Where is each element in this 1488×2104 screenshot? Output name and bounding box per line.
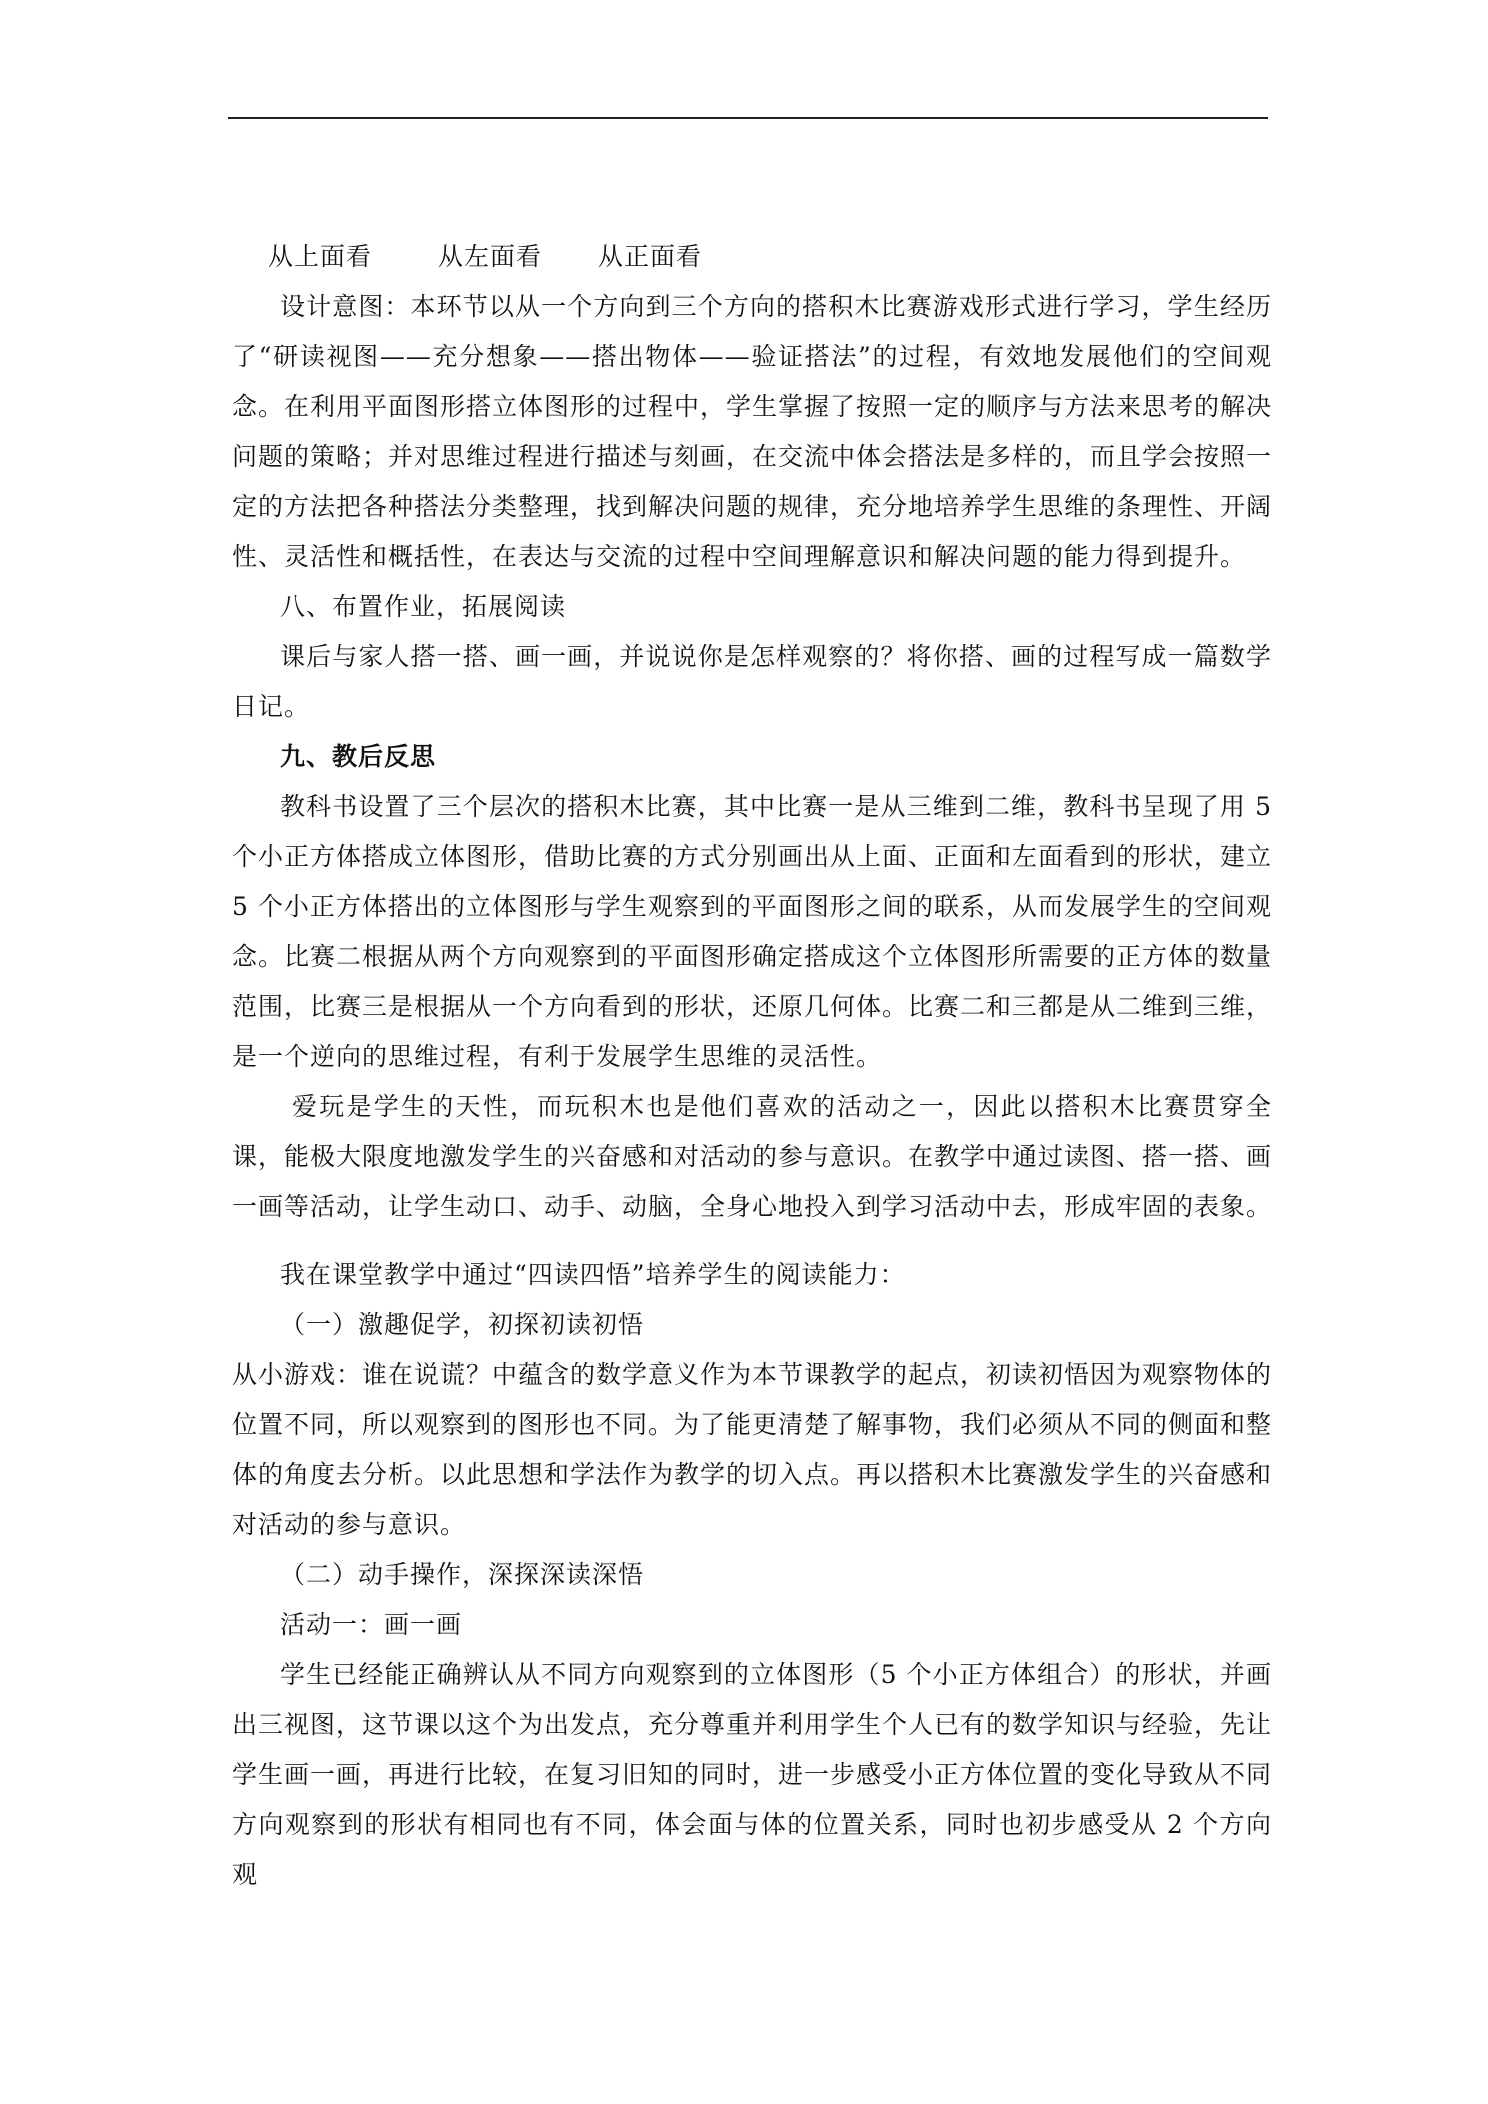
reflection-paragraph-2: 爱玩是学生的天性，而玩积木也是他们喜欢的活动之一，因此以搭积木比赛贯穿全课，能极大限度地激发学生的兴奋感和对活动的参与意识。在教学中通过读图、搭一搭、画一画等活动，让学生动口、动手、动脑，全身心地投入到学习活动中去，形成牢固的表象。 <box>232 1092 1273 1221</box>
section-9-heading: 九、教后反思 <box>280 742 437 771</box>
reading-intro-paragraph: 我在课堂教学中通过“四读四悟”培养学生的阅读能力： <box>280 1260 906 1289</box>
part-1-heading: （一）激趣促学，初探初读初悟 <box>280 1310 645 1339</box>
header-rule <box>228 117 1268 119</box>
view-label-left: 从左面看 <box>438 242 543 271</box>
part-1-body: 从小游戏：谁在说谎？中蕴含的数学意义作为本节课教学的起点，初读初悟因为观察物体的位置不同，所以观察到的图形也不同。为了能更清楚了解事物，我们必须从不同的侧面和整体的角度去分析。以此思想和学法作为教学的切入点。再以搭积木比赛激发学生的兴奋感和对活动的参与意识。 <box>232 1360 1273 1539</box>
reflection-paragraph-1: 教科书设置了三个层次的搭积木比赛，其中比赛一是从三维到二维，教科书呈现了用 5 个小正方体搭成立体图形，借助比赛的方式分别画出从上面、正面和左面看到的形状，建立 5 个小正方体搭出的立体图形与学生观察到的平面图形之间的联系，从而发展学生的空间观念。比赛二根据从两个方向观察到的平面图形确定搭成这个立体图形所需要的正方体的数量范围，比赛三是根据从一个方向看到的形状，还原几何体。比赛二和三都是从二维到三维，是一个逆向的思维过程，有利于发展学生思维的灵活性。 <box>232 792 1273 1071</box>
design-intent-paragraph: 设计意图：本环节以从一个方向到三个方向的搭积木比赛游戏形式进行学习，学生经历了“研读视图——充分想象——搭出物体——验证搭法”的过程，有效地发展他们的空间观念。在利用平面图形搭立体图形的过程中，学生掌握了按照一定的顺序与方法来思考的解决问题的策略；并对思维过程进行描述与刻画，在交流中体会搭法是多样的，而且学会按照一定的方法把各种搭法分类整理，找到解决问题的规律，充分地培养学生思维的条理性、开阔性、灵活性和概括性，在表达与交流的过程中空间理解意识和解决问题的能力得到提升。 <box>232 292 1273 571</box>
homework-paragraph: 课后与家人搭一搭、画一画，并说说你是怎样观察的？将你搭、画的过程写成一篇数学日记。 <box>232 642 1272 721</box>
activity-1-heading: 活动一：画一画 <box>280 1610 463 1639</box>
part-2-heading: （二）动手操作，深探深读深悟 <box>280 1560 645 1589</box>
view-label-top: 从上面看 <box>268 242 373 271</box>
activity-1-body: 学生已经能正确辨认从不同方向观察到的立体图形（5 个小正方体组合）的形状，并画出三视图，这节课以这个为出发点，充分尊重并利用学生个人已有的数学知识与经验，先让学生画一画，再进行比较，在复习旧知的同时，进一步感受小正方体位置的变化导致从不同方向观察到的形状有相同也有不同，体会面与体的位置关系，同时也初步感受从 2 个方向观 <box>232 1660 1273 1889</box>
document-body <box>232 232 1272 1900</box>
view-labels-row <box>232 232 1272 282</box>
section-8-heading: 八、布置作业，拓展阅读 <box>280 592 567 621</box>
view-label-front: 从正面看 <box>598 242 703 271</box>
